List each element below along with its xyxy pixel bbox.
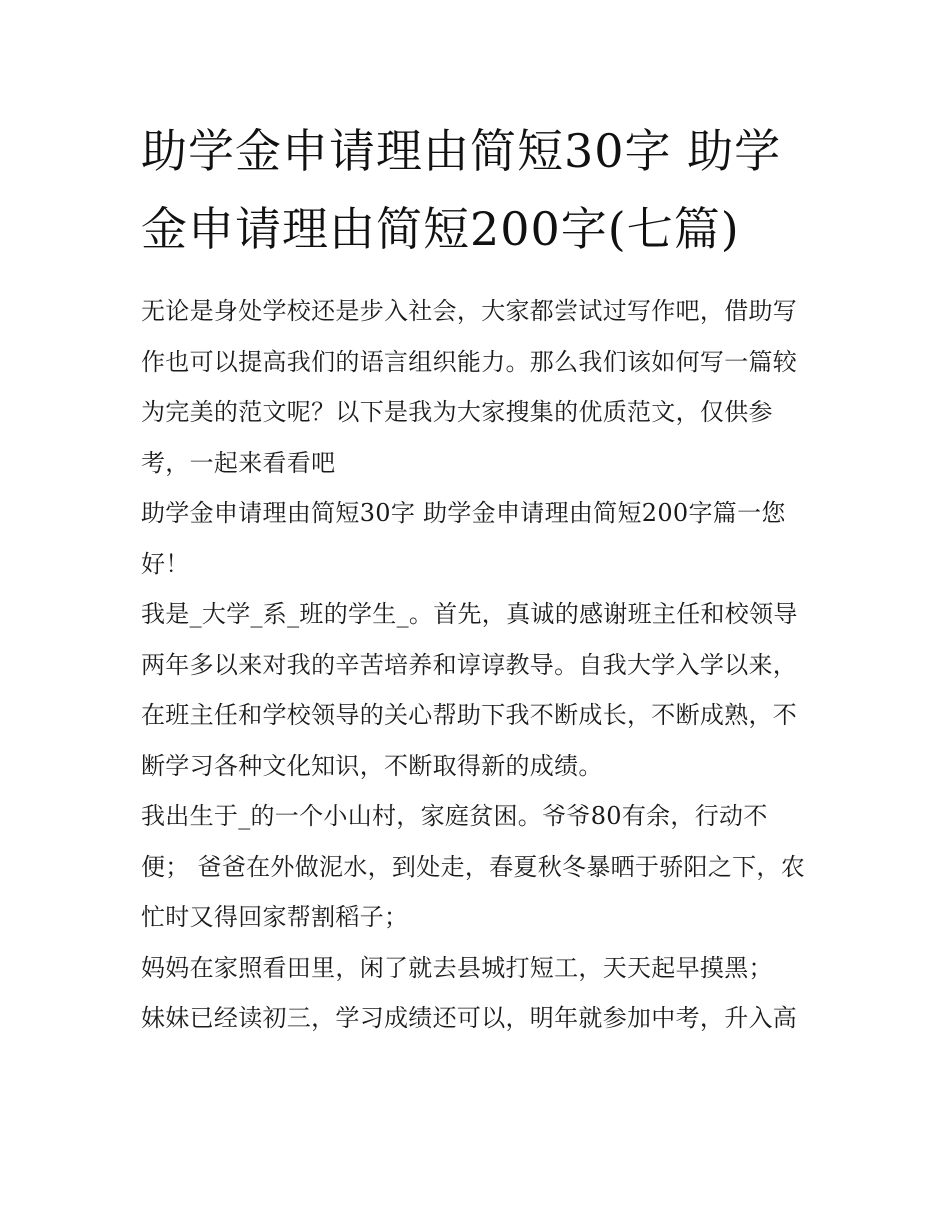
paragraph-intro: 无论是身处学校还是步入社会，大家都尝试过写作吧，借助写作也可以提高我们的语言组织能力。那么我们该如何写一篇较为完美的范文呢？以下是我为大家搜集的优质范文，仅供参考，一起来看看吧 xyxy=(141,297,798,477)
paragraph-family-background: 我出生于_的一个小山村，家庭贫困。爷爷80有余，行动不便； 爸爸在外做泥水，到处走，春夏秋冬暴晒于骄阳之下，农忙时又得回家帮割稻子； xyxy=(141,802,806,931)
paragraph-student-intro: 我是_大学_系_班的学生_。首先，真诚的感谢班主任和校领导两年多以来对我的辛苦培养和谆谆教导。自我大学入学以来，在班主任和学校领导的关心帮助下我不断成长，不断成熟，不断学习各种文化知识，不断取得新的成绩。 xyxy=(141,600,798,780)
paragraph-heading-part-one: 助学金申请理由简短30字 助学金申请理由简短200字篇一您好！ xyxy=(141,499,786,578)
document-page xyxy=(141,112,816,1044)
document-title: 助学金申请理由简短30字 助学金申请理由简短200字(七篇) xyxy=(141,124,782,256)
paragraph-sister: 妹妹已经读初三，学习成绩还可以，明年就参加中考，升入高 xyxy=(141,1004,798,1032)
document-body xyxy=(141,286,816,1044)
paragraph-mother: 妈妈在家照看田里，闲了就去县城打短工，天天起早摸黑； xyxy=(141,953,773,982)
